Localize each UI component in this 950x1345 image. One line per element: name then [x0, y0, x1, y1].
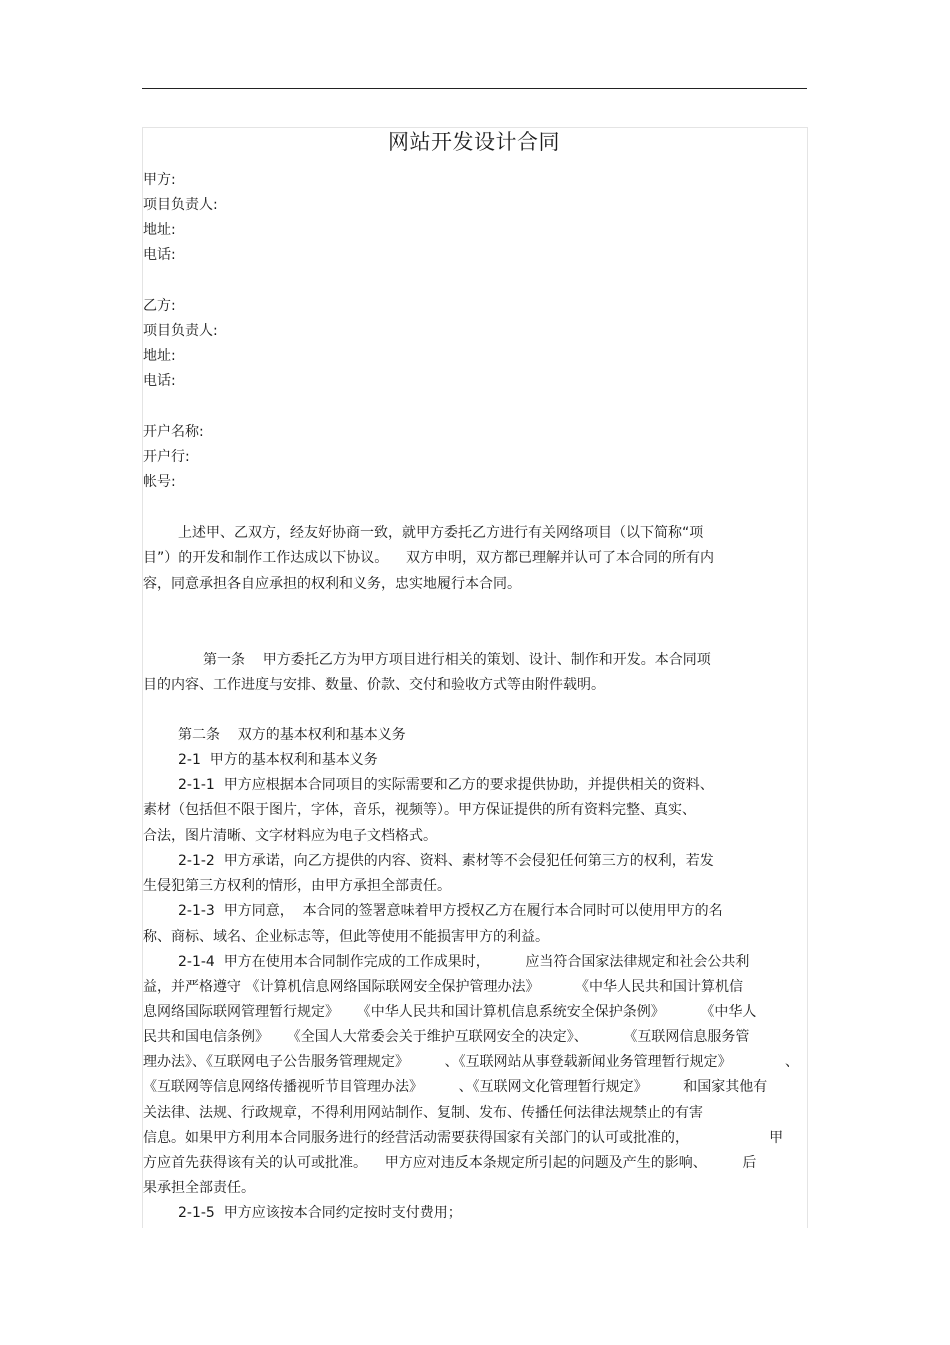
clause-line: 2-1-5 甲方应该按本合同约定按时支付费用；: [178, 1205, 462, 1221]
bank-account-name: 开户名称:: [143, 424, 204, 440]
clause-line: 2-1-2 甲方承诺，向乙方提供的内容、资料、素材等不会侵犯任何第三方的权利，若发: [178, 853, 714, 869]
party-a-address: 地址:: [143, 222, 176, 238]
party-a-manager: 项目负责人:: [143, 197, 218, 213]
preamble-line: 上述甲、乙双方，经友好协商一致，就甲方委托乙方进行有关网络项目（以下简称“项: [178, 525, 704, 541]
clause-line: 合法，图片清晰、文字材料应为电子文档格式。: [143, 828, 437, 844]
party-a-label: 甲方:: [143, 172, 176, 188]
clause-line: 民共和国电信条例》 《全国人大常委会关于维护互联网安全的决定》、 《互联网信息服务管: [143, 1029, 750, 1045]
party-b-address: 地址:: [143, 348, 176, 364]
clause-line: 信息。如果甲方利用本合同服务进行的经营活动需要获得国家有关部门的认可或批准的， 甲: [143, 1130, 784, 1146]
clause-line: 方应首先获得该有关的认可或批准。 甲方应对违反本条规定所引起的问题及产生的影响、 后: [143, 1155, 757, 1171]
clause-line: 关法律、法规、行政规章，不得利用网站制作、复制、发布、传播任何法律法规禁止的有害: [143, 1105, 703, 1121]
clause-line: 理办法》、《互联网电子公告服务管理规定》 、《互联网站从事登载新闻业务管理暂行规定》 、: [143, 1054, 800, 1070]
preamble-line: 容，同意承担各自应承担的权利和义务，忠实地履行本合同。: [143, 576, 521, 592]
party-b-label: 乙方:: [143, 298, 176, 314]
party-a-phone: 电话:: [143, 247, 176, 263]
preamble-line: 目”）的开发和制作工作达成以下协议。 双方申明，双方都已理解并认可了本合同的所有内: [143, 550, 715, 566]
clause-line: 2-1-4 甲方在使用本合同制作完成的工作成果时， 应当符合国家法律规定和社会公共利: [178, 954, 750, 970]
article-1-line: 目的内容、工作进度与安排、数量、价款、交付和验收方式等由附件载明。: [143, 677, 605, 693]
clause-line: 息网络国际联网管理暂行规定》 《中华人民共和国计算机信息系统安全保护条例》 《中华人: [143, 1004, 757, 1020]
clause-line: 生侵犯第三方权利的情形，由甲方承担全部责任。: [143, 878, 451, 894]
article-1-line: 第一条 甲方委托乙方为甲方项目进行相关的策划、设计、制作和开发。本合同项: [203, 652, 711, 668]
clause-line: 《互联网等信息网络传播视听节目管理办法》 、《互联网文化管理暂行规定》 和国家其他有: [143, 1079, 768, 1095]
clause-line: 素材（包括但不限于图片，字体，音乐，视频等）。甲方保证提供的所有资料完整、真实、: [143, 802, 696, 818]
clause-line: 益，并严格遵守 《计算机信息网络国际联网安全保护管理办法》 《中华人民共和国计算机信: [143, 979, 744, 995]
document-title: 网站开发设计合同: [388, 130, 560, 154]
party-b-phone: 电话:: [143, 373, 176, 389]
bank-account-no: 帐号:: [143, 474, 176, 490]
clause-line: 果承担全部责任。: [143, 1180, 255, 1196]
header-rule: [142, 88, 807, 89]
clause-line: 2-1-3 甲方同意， 本合同的签署意味着甲方授权乙方在履行本合同时可以使用甲方的名: [178, 903, 723, 919]
bank-name: 开户行:: [143, 449, 190, 465]
clause-line: 称、商标、域名、企业标志等，但此等使用不能损害甲方的利益。: [143, 929, 549, 945]
clause-line: 2-1-1 甲方应根据本合同项目的实际需要和乙方的要求提供协助，并提供相关的资料、: [178, 777, 714, 793]
article-2-heading: 第二条 双方的基本权利和基本义务: [178, 727, 406, 743]
party-b-manager: 项目负责人:: [143, 323, 218, 339]
section-heading: 2-1 甲方的基本权利和基本义务: [178, 752, 378, 768]
